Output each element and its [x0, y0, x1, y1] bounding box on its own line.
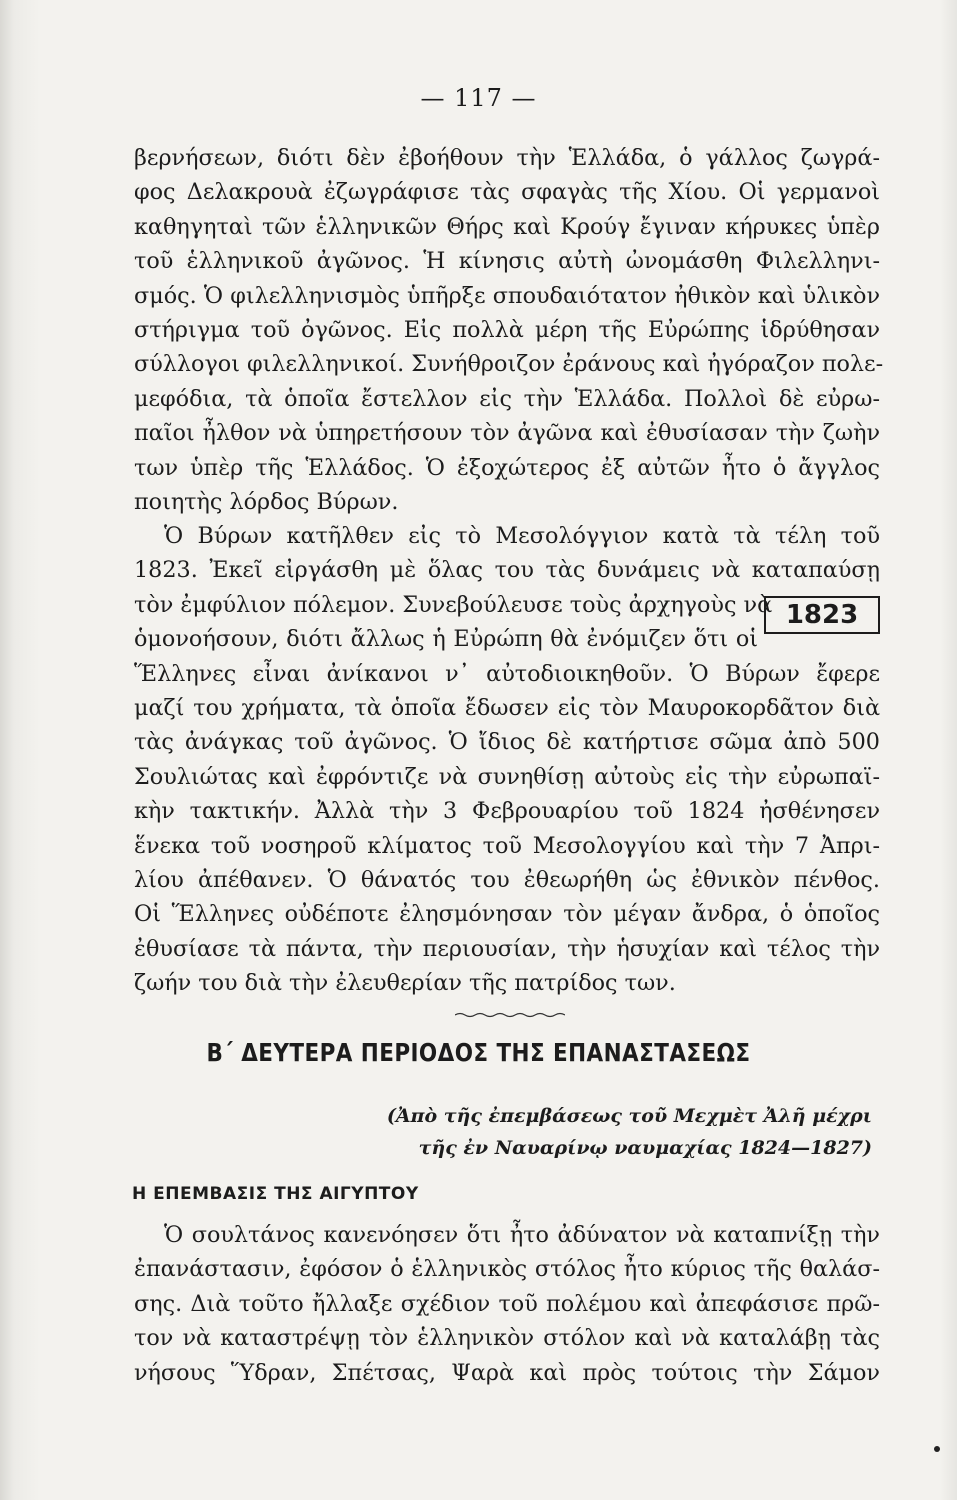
page-number: — 117 —	[420, 84, 537, 112]
text-line: Σουλιώτας καὶ ἐφρόντιζε νὰ συνηθίσῃ αὐτοὺς εἰς τὴν εὐρωπαϊ-	[134, 763, 880, 790]
paragraph-1	[134, 141, 884, 519]
text-line: ἐπανάστασιν, ἐφόσον ὁ ἑλληνικὸς στόλος ἦτο κύριος τῆς θαλάσ-	[134, 1256, 880, 1283]
text-line: τὰς ἀνάγκας τοῦ ἀγῶνος. Ὁ ἴδιος δὲ κατήρτισε σῶμα ἀπὸ 500	[134, 729, 880, 756]
text-line: Ὁ σουλτάνος κανενόησεν ὅτι ἦτο ἀδύνατον νὰ καταπνίξῃ τὴν	[164, 1222, 880, 1248]
subtitle-line: (Ἀπὸ τῆς ἐπεμβάσεως τοῦ Μεχμὲτ Ἀλῆ μέχρι	[386, 1105, 872, 1127]
text-line: τὸν ἐμφύλιον πόλεμον. Συνεβούλευσε τοὺς ἀρχηγοὺς νὰ	[134, 591, 773, 618]
text-line: ζωήν του διὰ τὴν ἐλευθερίαν τῆς πατρίδος των.	[134, 970, 676, 997]
text-line: νήσους Ὕδραν, Σπέτσας, Ψαρὰ καὶ πρὸς τούτοις τὴν Σάμον	[134, 1359, 880, 1386]
text-line: μεφόδια, τὰ ὁποῖα ἔστελλον εἰς τὴν Ἑλλάδα. Πολλοὶ δὲ εὐρω-	[134, 385, 880, 412]
text-line: Ὁ Βύρων κατῆλθεν εἰς τὸ Μεσολόγγιον κατὰ τὰ τέλη τοῦ	[164, 523, 880, 549]
text-line: Ἕλληνες εἶναι ἀνίκανοι ν᾽ αὐτοδιοικηθοῦν. Ὁ Βύρων ἔφερε	[134, 660, 880, 687]
text-line: 1823. Ἐκεῖ εἰργάσθη μὲ ὅλας του τὰς δυνάμεις νὰ καταπαύσῃ	[134, 557, 880, 584]
text-line: βερνήσεων, διότι δὲν ἐβοήθουν τὴν Ἑλλάδα, ὁ γάλλος ζωγρά-	[134, 145, 880, 171]
text-line: ἐθυσίασε τὰ πάντα, τὴν περιουσίαν, τὴν ἡσυχίαν καὶ τέλος τὴν	[134, 935, 880, 962]
section-subtitle	[387, 1100, 872, 1164]
text-line: παῖοι ἦλθον νὰ ὑπηρετήσουν τὸν ἀγῶνα καὶ ἐθυσίασαν τὴν ζωὴν	[134, 420, 880, 447]
subtitle-line: τῆς ἐν Ναυαρίνῳ ναυμαχίας 1824—1827)	[418, 1137, 872, 1159]
decorative-wave-rule	[455, 1012, 565, 1018]
text-line: τοῦ ἑλληνικοῦ ἀγῶνος. Ἡ κίνησις αὐτὴ ὠνομάσθη Φιλελληνι-	[134, 248, 880, 275]
paragraph-2	[134, 519, 880, 1000]
text-line: τον νὰ καταστρέψῃ τὸν ἑλληνικὸν στόλον καὶ νὰ καταλάβῃ τὰς	[134, 1325, 880, 1352]
text-line: Οἱ Ἕλληνες οὐδέποτε ἐλησμόνησαν τὸν μέγαν ἄνδρα, ὁ ὁποῖος	[134, 901, 880, 928]
text-line: σης. Διὰ τοῦτο ἤλλαξε σχέδιον τοῦ πολέμου καὶ ἀπεφάσισε πρῶ-	[134, 1290, 880, 1317]
paragraph-3	[134, 1218, 880, 1390]
section-heading: Β΄ ΔΕΥΤΕΡΑ ΠΕΡΙΟΔΟΣ ΤΗΣ ΕΠΑΝΑΣΤΑΣΕΩΣ	[206, 1038, 751, 1067]
text-line: λίου ἀπέθανεν. Ὁ θάνατός του ἐθεωρήθη ὡς ἐθνικὸν πένθος.	[134, 866, 880, 893]
text-line: μαζί του χρήματα, τὰ ὁποῖα ἔδωσεν εἰς τὸν Μαυροκορδᾶτον διὰ	[134, 694, 880, 721]
text-line: καθηγηταὶ τῶν ἑλληνικῶν Θήρς καὶ Κρούγ ἔγιναν κήρυκες ὑπὲρ	[134, 213, 880, 240]
text-line: σμός. Ὁ φιλελληνισμὸς ὑπῆρξε σπουδαιότατον ἠθικὸν καὶ ὑλικὸν	[134, 282, 880, 309]
text-line: κὴν τακτικήν. Ἀλλὰ τὴν 3 Φεβρουαρίου τοῦ 1824 ἠσθένησεν	[134, 798, 880, 825]
text-line: των ὑπὲρ τῆς Ἑλλάδος. Ὁ ἐξοχώτερος ἐξ αὐτῶν ἦτο ὁ ἄγγλος	[134, 454, 880, 481]
text-line: φος Δελακρουὰ ἐζωγράφισε τὰς σφαγὰς τῆς Χίου. Οἱ γερμανοὶ	[134, 179, 880, 206]
ink-dot	[934, 1446, 940, 1452]
text-line: στήριγμα τοῦ ὀγῶνος. Εἰς πολλὰ μέρη τῆς Εὐρώπης ἱδρύθησαν	[134, 316, 880, 343]
text-line: ὁμονοήσουν, διότι ἄλλως ἡ Εὐρώπη θὰ ἐνόμιζεν ὅτι οἱ	[134, 626, 758, 653]
margin-note-year: 1823	[764, 596, 880, 634]
text-line: σύλλογοι φιλελληνικοί. Συνήθροιζον ἐράνους καὶ ἠγόραζον πολε-	[134, 351, 884, 378]
text-line: ποιητὴς λόρδος Βύρων.	[134, 488, 399, 515]
subheading: Η ΕΠΕΜΒΑΣΙΣ ΤΗΣ ΑΙΓΥΠΤΟΥ	[132, 1184, 419, 1204]
text-line: ἕνεκα τοῦ νοσηροῦ κλίματος τοῦ Μεσολογγίου καὶ τὴν 7 Ἀπρι-	[134, 832, 880, 859]
